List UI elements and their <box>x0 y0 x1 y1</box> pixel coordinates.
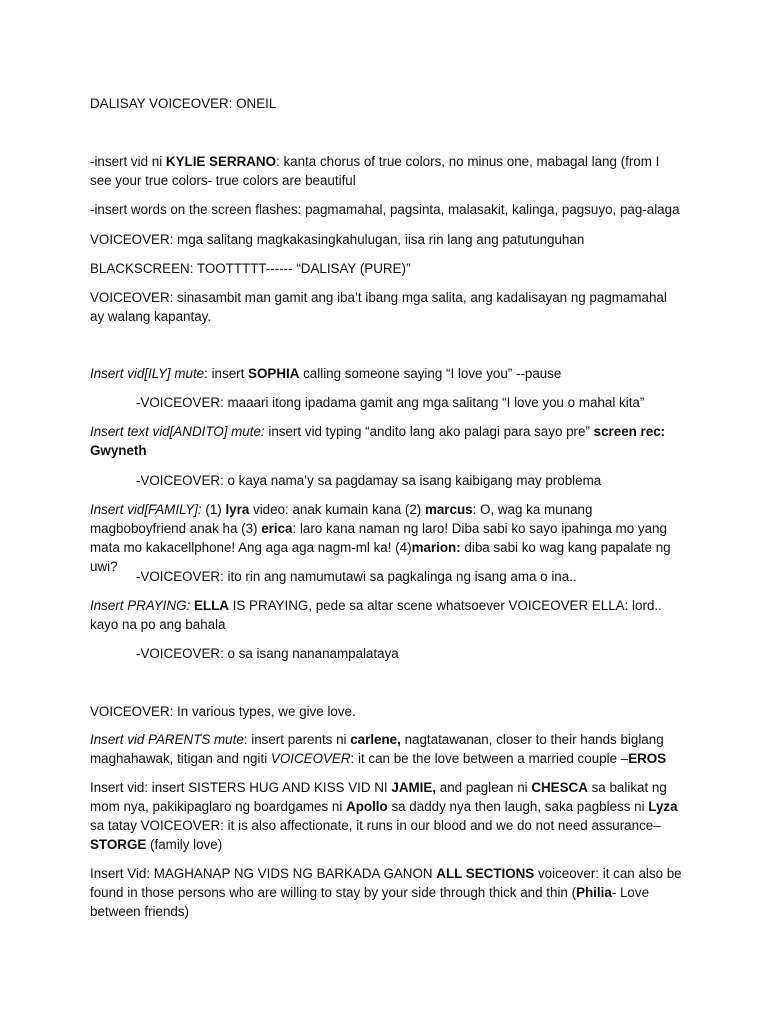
text: insert vid typing “andito lang ako palagi para sayo pre” <box>264 424 594 439</box>
screen-rec-gwyneth: screen rec: Gwyneth <box>90 424 666 458</box>
label-eros: EROS <box>628 751 667 766</box>
document-title: DALISAY VOICEOVER: ONEIL <box>90 96 277 111</box>
text: video: anak kumain kana (2) <box>249 502 425 517</box>
name-chesca: CHESCA <box>531 780 588 795</box>
text: Insert vid PARENTS mute <box>90 732 244 747</box>
paragraph-insert-andito <box>90 422 682 460</box>
name-ella: ELLA <box>193 598 229 613</box>
paragraph-voiceover-4: -VOICEOVER: o kaya nama’y sa pagdamay sa isang kaibigang may problema <box>136 473 602 488</box>
label-all-sections: ALL SECTIONS <box>436 866 535 881</box>
text: VOICEOVER <box>270 751 351 766</box>
paragraph-insert-family <box>90 500 682 576</box>
name-lyza: Lyza <box>648 799 678 814</box>
text: IS PRAYING, pede sa altar scene whatsoever VOICEOVER ELLA: lord.. kayo na po ang bahala <box>90 598 662 632</box>
text: nagtatawanan, closer to their hands biglang maghahawak, titigan and ngiti <box>90 732 664 766</box>
text: sa balikat ng mom nya, pakikipaglaro ng boardgames ni <box>90 780 667 814</box>
paragraph-voiceover-5: -VOICEOVER: ito rin ang namumutawi sa pagkalinga ng isang ama o ina.. <box>136 569 577 584</box>
text: : it can be the love between a married couple – <box>350 751 629 766</box>
text: (family love) <box>146 837 223 852</box>
text: Insert vid[ILY] mute <box>90 366 205 381</box>
text: Insert text vid[ANDITO] mute: <box>90 424 265 439</box>
name-jamie: JAMIE, <box>391 780 437 795</box>
text: : O, wag ka munang magboboyfriend anak ha (3) <box>90 502 593 536</box>
label-philia: Philia <box>576 885 612 900</box>
paragraph-kylie <box>90 152 682 190</box>
paragraph-words-flash: -insert words on the screen flashes: pagmamahal, pagsinta, malasakit, kalinga, pagsuyo, pag-alaga <box>90 202 680 217</box>
paragraph-insert-barkada <box>90 864 682 921</box>
text: sa daddy nya then laugh, saka pagbless ni <box>387 799 649 814</box>
paragraph-blackscreen: BLACKSCREEN: TOOTTTTT------ “DALISAY (PURE)” <box>90 261 411 276</box>
paragraph-insert-parents <box>90 730 682 768</box>
paragraph-voiceover-2: VOICEOVER: sinasambit man gamit ang iba’t ibang mga salita, ang kadalisayan ng pagmamahal ay walang kapantay. <box>90 290 667 324</box>
paragraph-insert-ily <box>90 364 682 383</box>
text: : laro kana naman ng laro! Diba sabi ko sayo ipahinga mo yang mata mo kakacellphone! Ang aga aga nagm-ml ka! (4) <box>90 521 667 555</box>
text: (1) <box>201 502 226 517</box>
name-marion: marion: <box>411 540 461 555</box>
name-sophia: SOPHIA <box>248 366 300 381</box>
text: : insert parents ni <box>243 732 351 747</box>
paragraph-voiceover-6: -VOICEOVER: o sa isang nananampalataya <box>136 646 399 661</box>
text: and paglean ni <box>436 780 532 795</box>
text: sa tatay VOICEOVER: it is also affectionate, it runs in our blood and we do not need assurance– <box>90 818 661 833</box>
text: calling someone saying “I love you” --pause <box>299 366 562 381</box>
text: diba sabi ko wag kang papalate ng uwi? <box>90 540 671 574</box>
text: : kanta chorus of true colors, no minus one, mabagal lang (from I see your true colors- true colors are beautiful <box>90 154 660 188</box>
name-lyra: lyra <box>225 502 250 517</box>
name-kylie-serrano: KYLIE SERRANO <box>165 154 277 169</box>
text: Insert vid: insert SISTERS HUG AND KISS VID NI <box>90 780 392 795</box>
text: Insert PRAYING: <box>90 598 191 613</box>
paragraph-insert-praying <box>90 596 682 634</box>
text: -insert vid ni <box>90 154 166 169</box>
paragraph-voiceover-7: VOICEOVER: In various types, we give love. <box>90 704 356 719</box>
paragraph-insert-sisters <box>90 778 682 854</box>
text: : insert <box>204 366 249 381</box>
name-erica: erica <box>261 521 293 536</box>
text: - Love between friends) <box>90 885 650 919</box>
text: Insert vid[FAMILY]: <box>90 502 202 517</box>
name-apollo: Apollo <box>346 799 388 814</box>
paragraph-voiceover-1: VOICEOVER: mga salitang magkakasingkahulugan, iisa rin lang ang patutunguhan <box>90 232 585 247</box>
paragraph-voiceover-3: -VOICEOVER: maaari itong ipadama gamit ang mga salitang “I love you o mahal kita” <box>136 395 645 410</box>
text: voiceover: it can also be found in those persons who are willing to stay by your side through thick and thin ( <box>90 866 682 900</box>
text: Insert Vid: MAGHANAP NG VIDS NG BARKADA GANON <box>90 866 437 881</box>
name-marcus: marcus <box>424 502 473 517</box>
label-storge: STORGE <box>90 837 147 852</box>
name-carlene: carlene, <box>350 732 401 747</box>
